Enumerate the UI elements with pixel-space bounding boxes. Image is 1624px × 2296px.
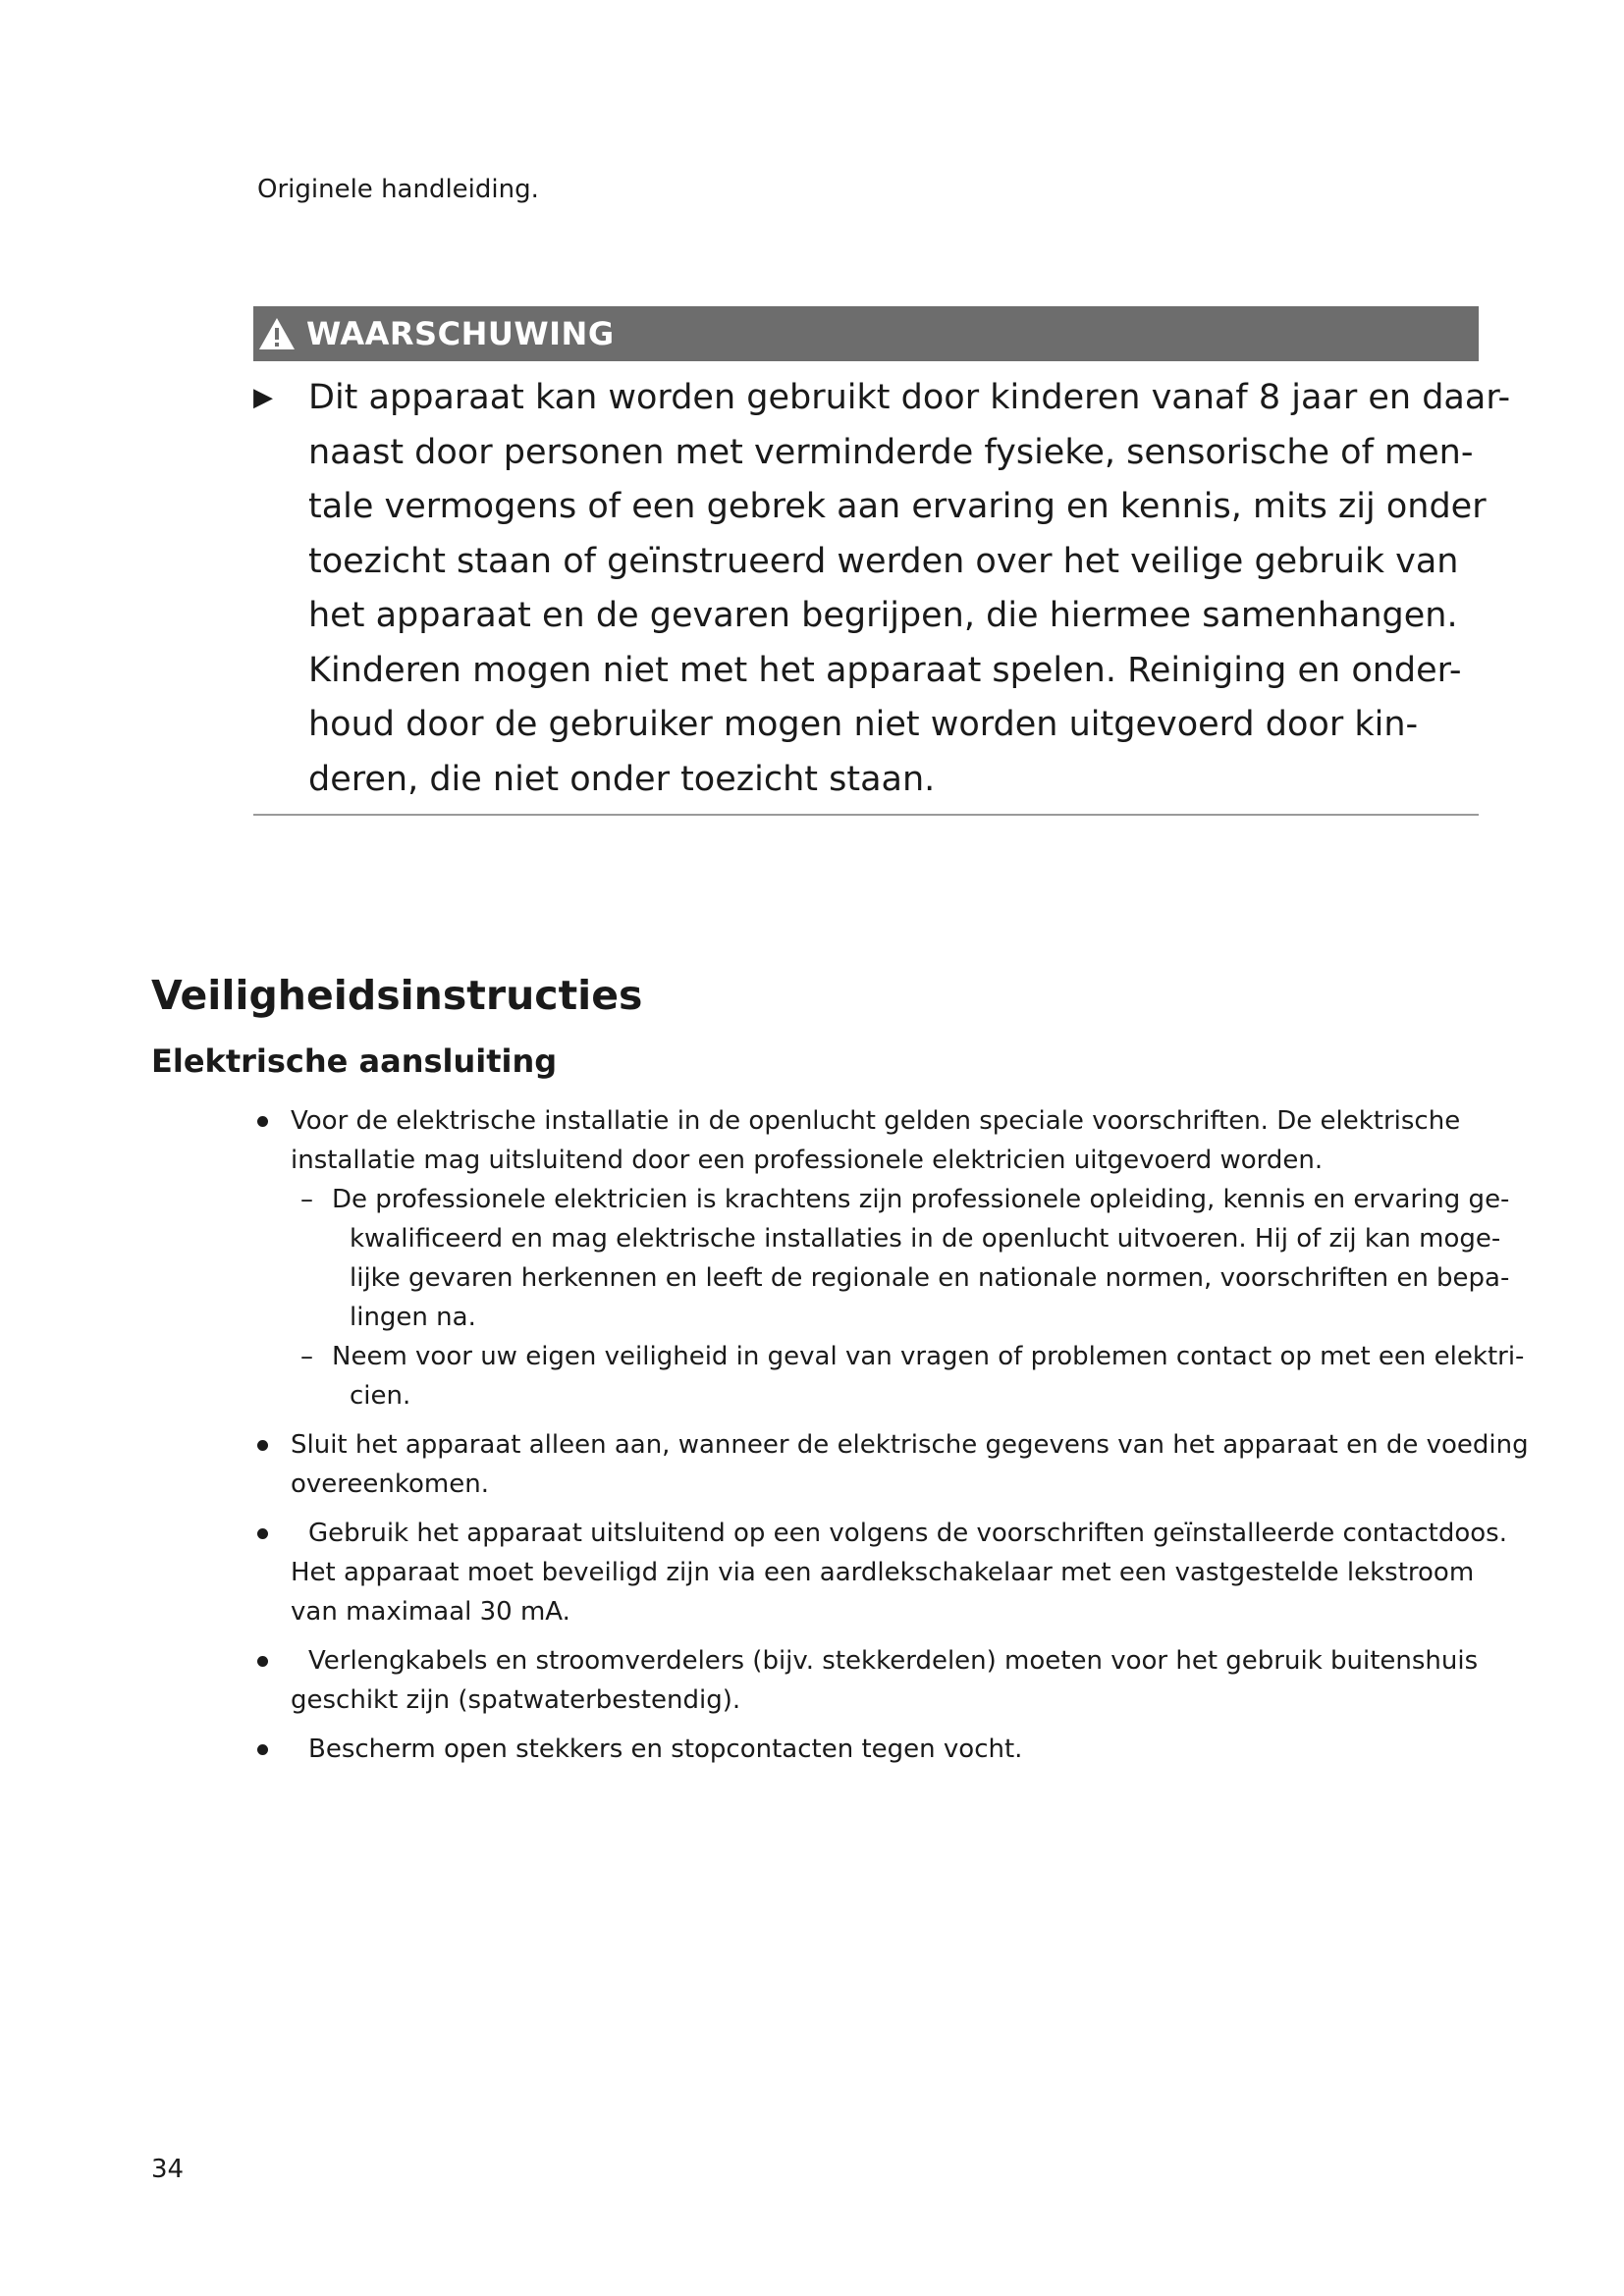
section-title: Veiligheidsinstructies bbox=[151, 972, 643, 1019]
intro-text: Originele handleiding. bbox=[257, 175, 539, 204]
warning-line: deren, die niet onder toezicht staan. bbox=[308, 759, 936, 799]
warning-title: WAARSCHUWING bbox=[306, 315, 615, 352]
bullet-icon bbox=[257, 1744, 268, 1755]
bullet-icon bbox=[257, 1116, 268, 1127]
warning-triangle-icon bbox=[257, 316, 297, 351]
warning-line: ▶ Dit apparaat kan worden gebruikt door kinderen vanaf 8 jaar en daar- bbox=[253, 371, 1489, 426]
page-number: 34 bbox=[151, 2155, 185, 2184]
dash-icon: – bbox=[300, 1185, 313, 1214]
warning-divider bbox=[253, 814, 1479, 816]
dash-icon: – bbox=[300, 1342, 313, 1371]
warning-line: naast door personen met verminderde fysieke, sensorische of men- bbox=[308, 432, 1474, 472]
bullet-icon bbox=[257, 1656, 268, 1667]
bullet-icon bbox=[257, 1528, 268, 1539]
subsection-title: Elektrische aansluiting bbox=[151, 1042, 558, 1080]
warning-line: tale vermogens of een gebrek aan ervaring en kennis, mits zij onder bbox=[308, 487, 1487, 526]
play-arrow-icon: ▶ bbox=[253, 383, 273, 412]
warning-text bbox=[253, 371, 1511, 807]
warning-line: het apparaat en de gevaren begrijpen, die hiermee samenhangen. bbox=[308, 596, 1458, 635]
warning-line: toezicht staan of geïnstrueerd werden over het veilige gebruik van bbox=[308, 541, 1459, 581]
list-item: Sluit het apparaat alleen aan, wanneer de elektrische gegevens van het apparaat en de voeding overeenkomen. bbox=[253, 1425, 1490, 1504]
warning-line: houd door de gebruiker mogen niet worden uitgevoerd door kin- bbox=[308, 705, 1419, 744]
bullet-icon bbox=[257, 1440, 268, 1451]
warning-line: Kinderen mogen niet met het apparaat spelen. Reiniging en onder- bbox=[308, 650, 1462, 690]
warning-header bbox=[253, 306, 1479, 361]
instruction-list bbox=[253, 1101, 1529, 1779]
sub-list-item: – Neem voor uw eigen veiligheid in geval van vragen of problemen contact op met een elektri- cien. bbox=[300, 1337, 1490, 1415]
list-item: Voor de elektrische installatie in de openlucht gelden speciale voorschriften. De elektrische installatie mag uitsluitend door een professionele elektricien uitgevoerd worden. – De professionele elektricien is krachtens zijn professionele opleiding, kennis en ervaring ge- kwalificeerd en mag elektrische installaties in de openlucht uitvoeren. Hij of zij kan moge- lijke gevaren herkennen en leeft de regionale en nationale normen, voorschriften en bepa- lingen na. – Neem voor uw eigen veiligheid in geval van vragen of problemen contact op met een elektri- cien. bbox=[253, 1101, 1490, 1415]
list-item: Bescherm open stekkers en stopcontacten tegen vocht. bbox=[253, 1730, 1490, 1769]
list-item: Verlengkabels en stroomverdelers (bijv. stekkerdelen) moeten voor het gebruik buitenshuis geschikt zijn (spatwaterbestendig). bbox=[253, 1641, 1490, 1720]
list-item: Gebruik het apparaat uitsluitend op een volgens de voorschriften geïnstalleerde contactdoos. Het apparaat moet beveiligd zijn via een aardlekschakelaar met een vastgestelde lekstroom van maximaal 30 mA. bbox=[253, 1514, 1490, 1631]
sub-list-item: – De professionele elektricien is krachtens zijn professionele opleiding, kennis en ervaring ge- kwalificeerd en mag elektrische installaties in de openlucht uitvoeren. Hij of zij kan moge- lijke gevaren herkennen en leeft de regionale en nationale normen, voorschriften en bepa- lingen na. bbox=[300, 1180, 1490, 1337]
